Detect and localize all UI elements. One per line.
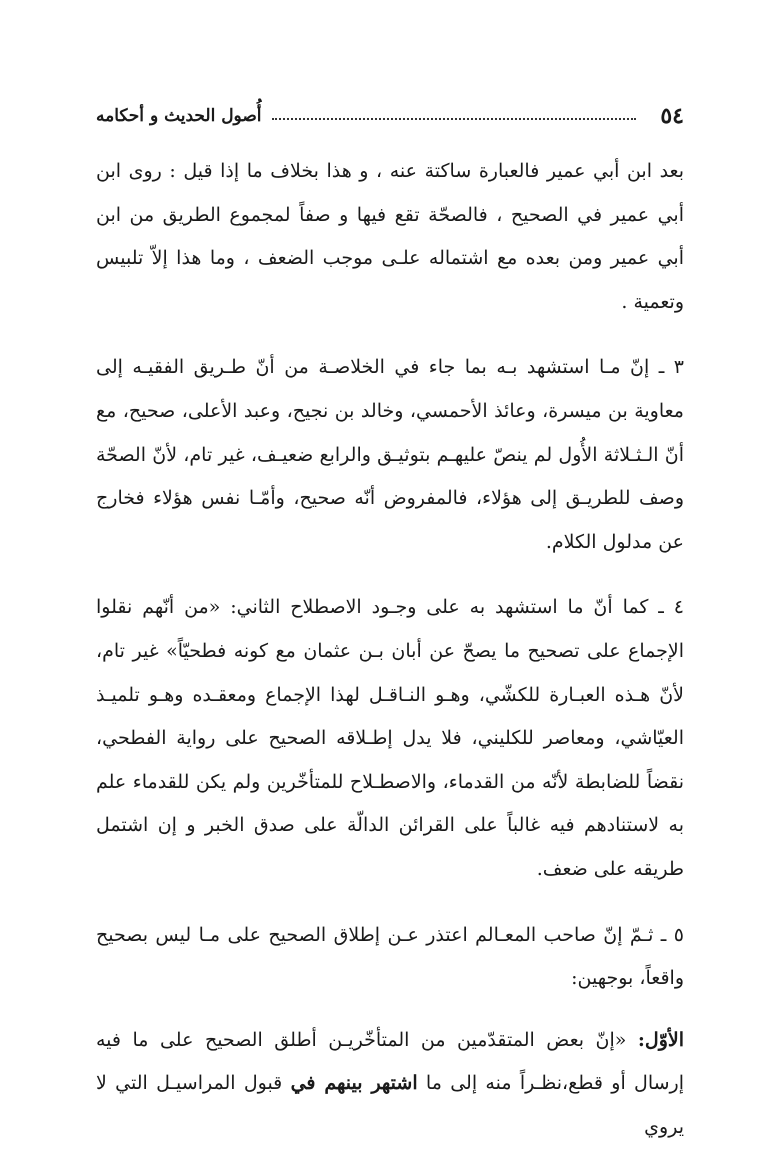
first-reason-text-start: «إنّ بعض المتقدّمين من المتأخّريـن أطلق الصحيح على ما فيه إرسال أو قطع،نظـراً منه إلى ما [96, 1028, 685, 1095]
page-number: ٥٤ [660, 103, 684, 129]
paragraph-first-reason [96, 1019, 684, 1150]
first-reason-emphasis: اشتهر بينهم في [290, 1072, 418, 1095]
paragraph-point-3: ٣ ـ إنّ مـا استشهد بـه بما جاء في الخلاصـة من أنّ طـريق الفقيـه إلى معاوية بن ميسرة، وعائذ الأحمسي، وخالد بن نجيح، وعبد الأعلى، صحيح، مع أنّ الـثـلاثة الأُول لم ينصّ عليهـم بتوثيـق والرابع ضعيـف، غير تام، لأنّ الصحّة وصف للطريـق إلى هؤلاء، فالمفروض أنّه صحيح، وأمّـا نفس هؤلاء فخارج عن مدلول الكلام. [96, 356, 684, 553]
paragraph-point-5: ٥ ـ ثـمّ إنّ صاحب المعـالم اعتذر عـن إطلاق الصحيح على مـا ليس بصحيح واقعاً، بوجهين: [96, 923, 684, 990]
page-header [96, 98, 684, 134]
first-reason-text-end: قبول المراسيـل التي لا يروي [96, 1072, 684, 1138]
running-title: أُصول الحديث و أحكامه [96, 106, 262, 126]
paragraph-continuation: بعد ابن أبي عمير فالعبارة ساكتة عنه ، و هذا بخلاف ما إذا قيل : روى ابن أبي عمير في الصحيح ، فالصحّة تقع فيها و صفاً لمجموع الطريق من ابن أبي عمير ومن بعده مع اشتماله علـى موجب الضعف ، وما هذا إلاّ تلبيس وتعمية . [96, 160, 684, 313]
page-body [96, 150, 684, 1171]
paragraph-point-4: ٤ ـ كما أنّ ما استشهد به على وجـود الاصطلاح الثاني: «من أنّهم نقلوا الإجماع على تصحيح ما يصحّ عن أبان بـن عثمان مع كونه فطحيّاً» غير تام، لأنّ هـذه العبـارة للكشّي، وهـو النـاقـل لهذا الإجماع ومعقـده وهـو تلميـذ العيّاشي، ومعاصر للكليني، فلا يدل إطـلاقه الصحيح على رواية الفطحي، نقضاً للضابطة لأنّه من القدماء، والاصطـلاح للمتأخّرين ولم يكن للقدماء علم به لاستنادهم فيه غالباً على القرائن الدالّة على صدق الخبر و إن اشتمل طريقه على ضعف. [96, 596, 684, 880]
first-reason-label: الأوّل: [637, 1028, 684, 1051]
header-dotted-leader [272, 118, 637, 120]
